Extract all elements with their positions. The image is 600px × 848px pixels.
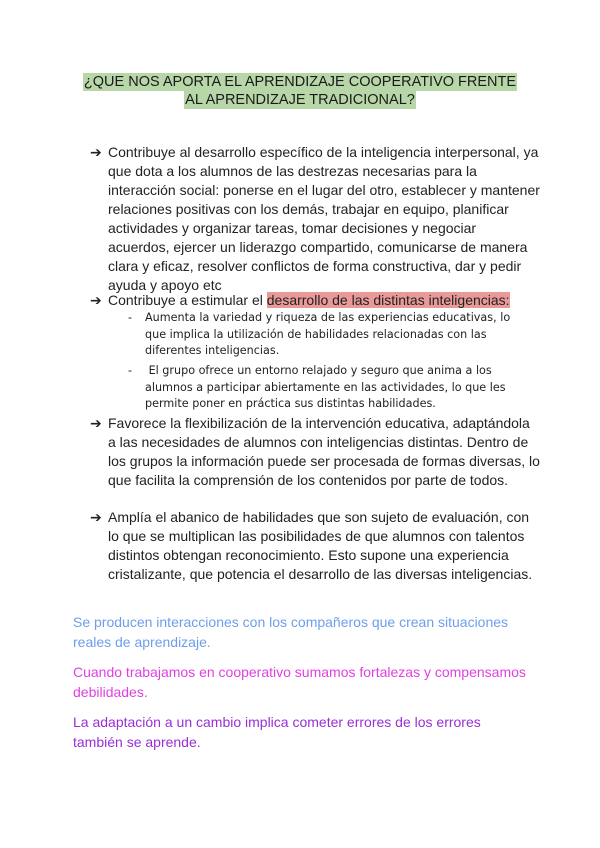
title-line-2: AL APRENDIZAJE TRADICIONAL?: [185, 92, 415, 108]
list-item-text: Contribuye al desarrollo específico de la inteligencia interpersonal, ya que dota a los alumnos de las destrezas necesarias para la interacción social: ponerse en el lugar del otro, establecer y mantener relaciones positivas con los demás, trabajar en equipo, planificar actividades y organizar tareas, tomar decisiones y negociar acuerdos, ejercer un liderazgo compartido, comunicarse de manera clara y eficaz, resolver conflictos de forma constructiva, dar y pedir ayuda y apoyo etc: [108, 144, 540, 293]
closing-paragraph-3: La adaptación a un cambio implica cometer errores de los errores también se aprende.: [73, 714, 481, 750]
arrow-bullet-icon: ➔: [90, 415, 102, 431]
sub-list-item: [128, 310, 528, 360]
highlighted-text: desarrollo de las distintas inteligencias:: [266, 292, 510, 308]
sub-list-item-text: Aumenta la variedad y riqueza de las experiencias educativas, lo que implica la utilización de habilidades relacionadas con las diferentes inteligencias.: [145, 311, 511, 357]
sub-list-item-text: El grupo ofrece un entorno relajado y seguro que anima a los alumnos a participar abiertamente en las actividades, lo que les permite poner en práctica sus distintas habilidades.: [145, 364, 510, 410]
sub-list-item: [128, 363, 528, 413]
list-item-text: Favorece la flexibilización de la intervención educativa, adaptándola a las necesidades de alumnos con inteligencias distintas. Dentro de los grupos la información puede ser procesada de formas diversas, lo que facilita la comprensión de los contenidos por parte de todos.: [108, 415, 540, 488]
list-item-text: Contribuye a estimular el: [108, 292, 267, 308]
closing-paragraph-1: Se producen interacciones con los compañeros que crean situaciones reales de aprendizaje.: [73, 614, 509, 650]
title-line-1: ¿QUE NOS APORTA EL APRENDIZAJE COOPERATIVO FRENTE: [83, 74, 517, 90]
dash-bullet-icon: -: [128, 311, 133, 324]
closing-paragraph-2: Cuando trabajamos en cooperativo sumamos fortalezas y compensamos debilidades.: [73, 664, 526, 700]
dash-bullet-icon: -: [128, 364, 133, 377]
arrow-bullet-icon: ➔: [90, 144, 102, 160]
arrow-bullet-icon: ➔: [90, 509, 102, 525]
document-title: [0, 73, 600, 109]
arrow-bullet-icon: ➔: [90, 292, 102, 308]
list-item: [90, 414, 540, 490]
list-item: [90, 291, 540, 310]
list-item: [90, 143, 540, 295]
list-item-text: Amplía el abanico de habilidades que son sujeto de evaluación, con lo que se multiplican las posibilidades de que alumnos con talentos distintos obtengan reconocimiento. Esto supone una experiencia cristalizante, que potencia el desarrollo de las diversas inteligencias.: [108, 509, 533, 582]
list-item: [90, 508, 540, 584]
